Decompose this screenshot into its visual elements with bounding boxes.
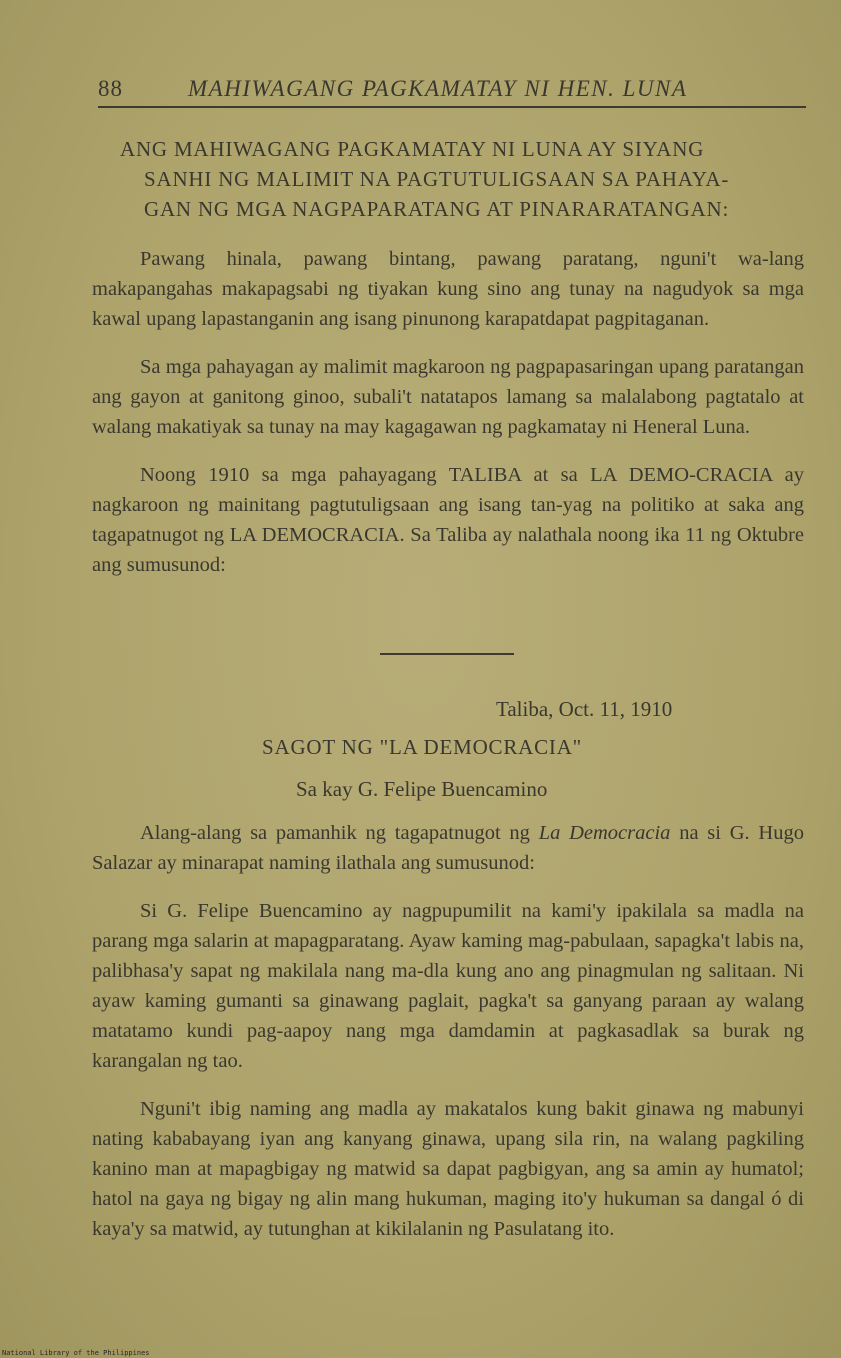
heading-line-2: SANHI NG MALIMIT NA PAGTUTULIGSAAN SA PAHAYA- — [144, 167, 730, 191]
paragraph: Si G. Felipe Buencamino ay nagpupumilit na kami'y ipakilala sa madla na parang mga salarin at mapagparatang. Ayaw kaming mag-pabulaan, sapagka't labis na, palibhasa'y sapat ng makilala nang ma-dla kung ano ang pinagmulan ng salitaan. Ni ayaw kaming gumanti sa ginawang paglait, pagka't sa ganyang paraan ay walang matatamo kundi pag-aapoy nang mga damdamin at pagkasadlak sa burak ng karangalan ng tao. — [92, 900, 804, 1072]
text-run: na si G. Hugo Salazar ay minarapat naming ilathala ang sumusunod: — [92, 822, 804, 874]
text-run: Alang-alang sa pamanhik ng tagapatnugot ng — [140, 822, 539, 844]
section-divider — [380, 653, 514, 655]
paragraph: Noong 1910 sa mga pahayagang TALIBA at sa LA DEMO-CRACIA ay nagkaroon ng mainitang pagtutuligsaan ang isang tan-yag na politiko at saka ang tagapatnugot ng LA DEMOCRACIA. Sa Taliba ay nalathala noong ika 11 ng Oktubre ang sumusunod: — [92, 464, 804, 576]
heading-line-3: GAN NG MGA NAGPAPARATANG AT PINARARATANGAN: — [144, 197, 730, 221]
running-head — [98, 76, 806, 106]
library-credit: National Library of the Philippines — [2, 1349, 150, 1357]
paragraph: Pawang hinala, pawang bintang, pawang paratang, nguni't wa-lang makapangahas makapagsabi ng tiyakan kung sino ang tunay na nagudyok sa mga kawal upang lapastanganin ang isang pinunong karapatdapat pagpitaganan. — [92, 248, 804, 330]
article-title: SAGOT NG "LA DEMOCRACIA" — [262, 735, 583, 759]
paragraph — [92, 818, 804, 878]
section-heading — [120, 134, 810, 224]
paragraph: Sa mga pahayagan ay malimit magkaroon ng pagpapasaringan upang paratangan ang gayon at ganitong ginoo, subali't natatapos lamang sa malalabong pagtatalo at walang makatiyak sa tunay na may kagagawan ng pagkamatay ni Heneral Luna. — [92, 356, 804, 438]
heading-line-1: ANG MAHIWAGANG PAGKAMATAY NI LUNA AY SIYANG — [120, 137, 705, 161]
publication-name: La Democracia — [538, 822, 671, 844]
dateline: Taliba, Oct. 11, 1910 — [496, 697, 673, 721]
page-number: 88 — [98, 76, 123, 101]
running-title: MAHIWAGANG PAGKAMATAY NI HEN. LUNA — [188, 76, 688, 101]
body-section-1 — [92, 244, 804, 598]
paragraph: Nguni't ibig naming ang madla ay makatalos kung bakit ginawa ng mabunyi nating kababayang iyan ang kanyang ginawa, upang sila rin, na walang pagkiling kanino man at mapagbigay ng matwid sa dapat pagbigyan, ang sa amin ay humatol; hatol na gaya ng bigay ng alin mang hukuman, maging ito'y hukuman sa dangal ó di kaya'y sa matwid, ay tutunghan at kikilalanin ng Pasulatang ito. — [92, 1098, 804, 1240]
body-section-2 — [92, 818, 804, 1262]
article-subtitle: Sa kay G. Felipe Buencamino — [296, 777, 548, 801]
header-rule — [98, 106, 806, 108]
